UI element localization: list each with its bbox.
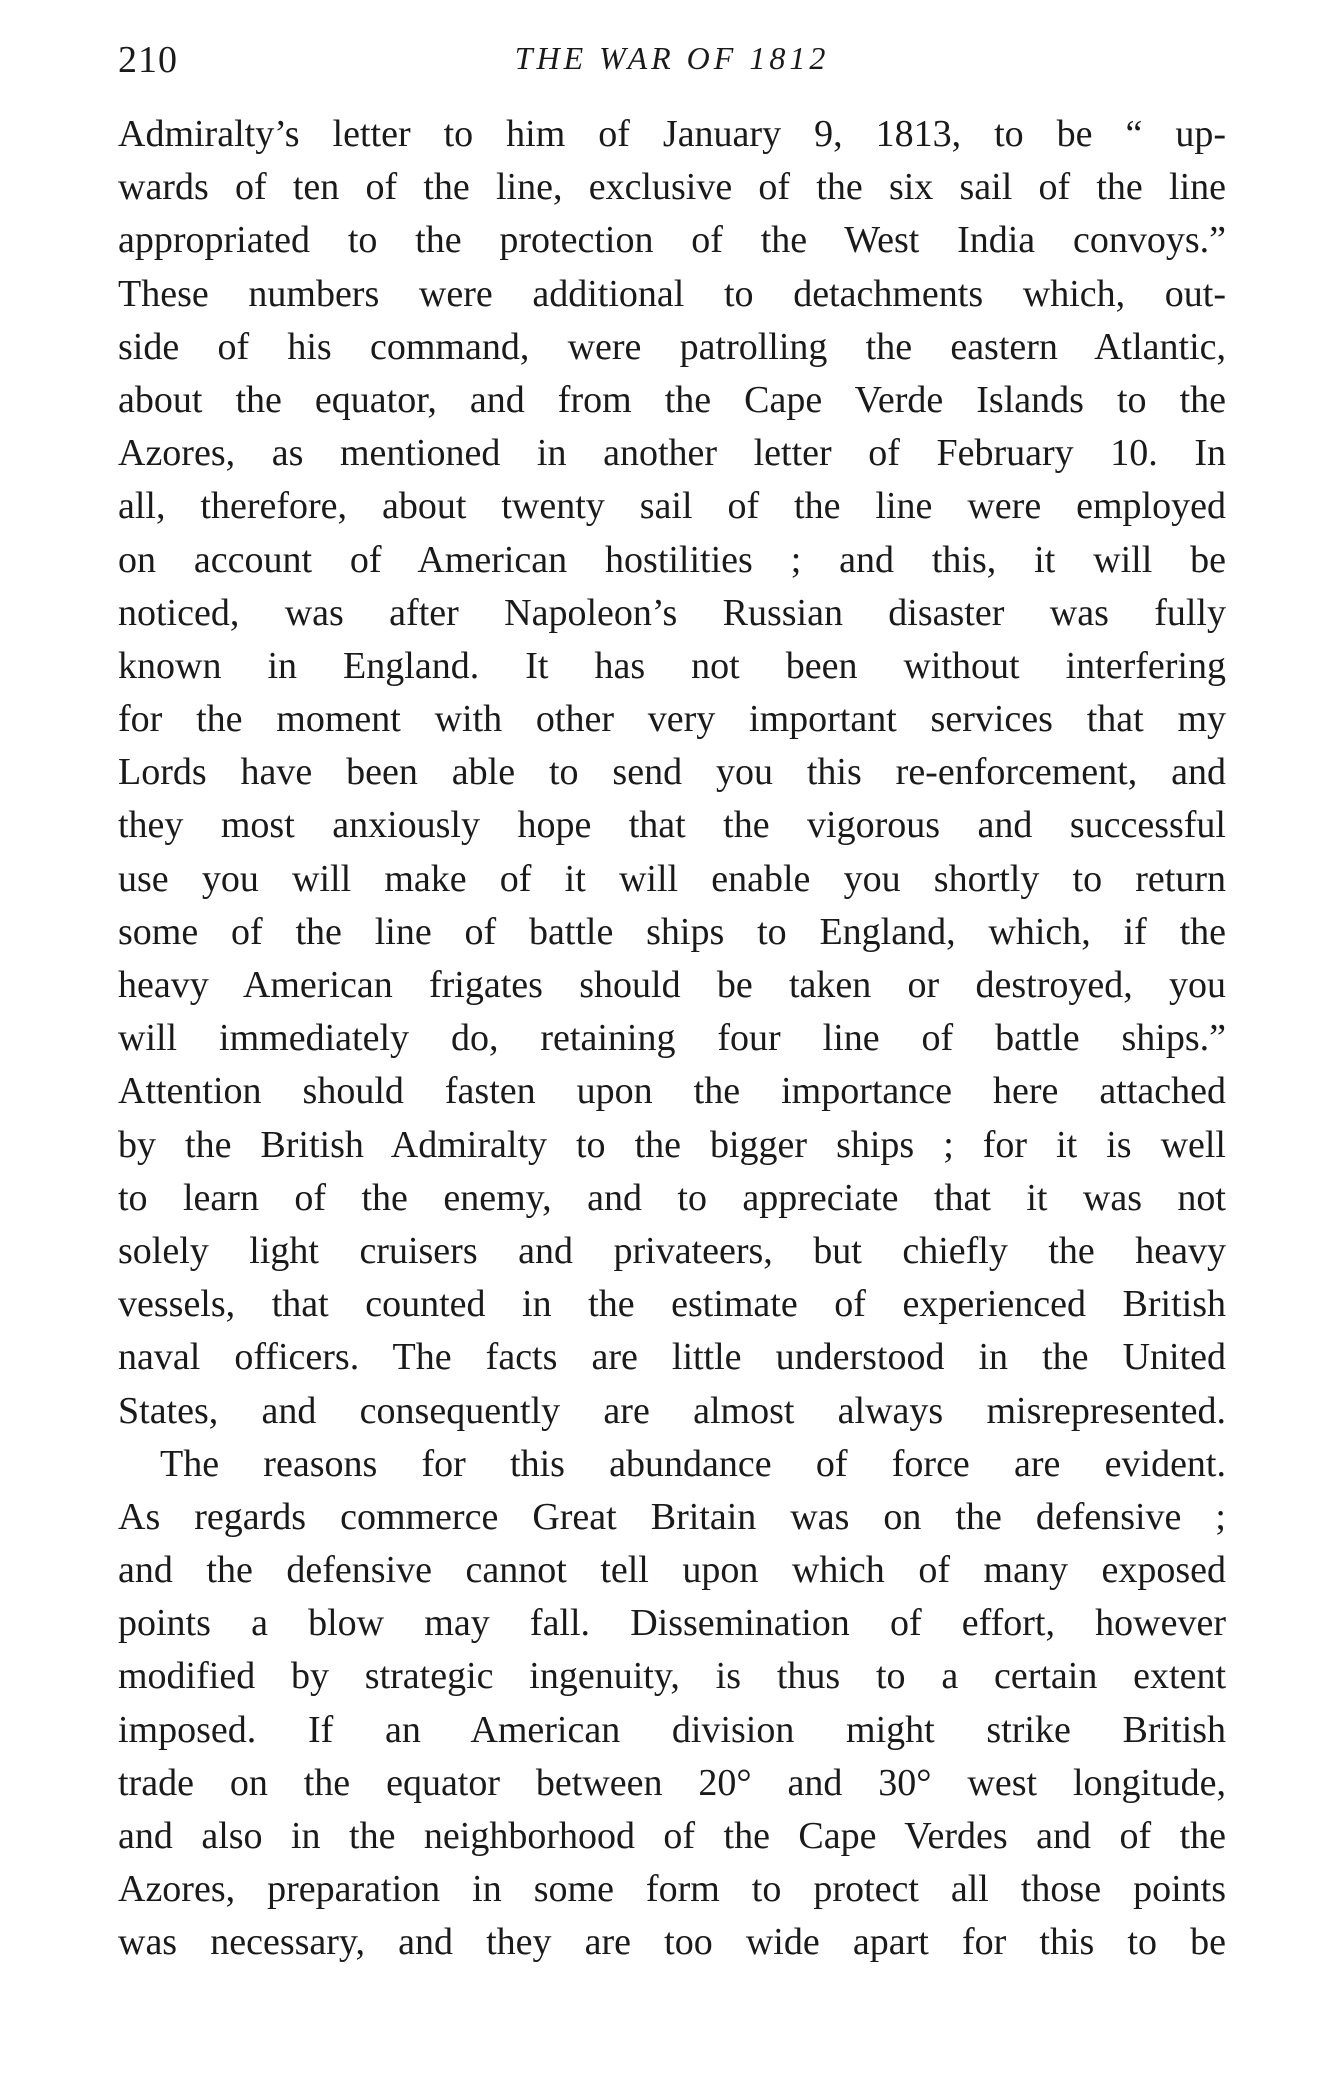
text-line: heavy American frigates should be taken or destroyed, you bbox=[118, 964, 1226, 1006]
text-line: some of the line of battle ships to England, which, if the bbox=[118, 910, 1226, 953]
text-line: vessels, that counted in the estimate of experienced British bbox=[118, 1283, 1226, 1326]
text-line: noticed, was after Napoleon’s Russian disaster was fully bbox=[118, 591, 1226, 634]
text-line: on account of American hostilities ; and this, it will be bbox=[118, 538, 1226, 581]
text-line: to learn of the enemy, and to appreciate that it was not bbox=[118, 1176, 1226, 1219]
text-line: and also in the neighborhood of the Cape Verdes and of the bbox=[118, 1815, 1226, 1857]
text-line: As regards commerce Great Britain was on the defensive ; bbox=[118, 1495, 1226, 1538]
text-line: imposed. If an American division might strike British bbox=[118, 1708, 1226, 1751]
text-line: solely light cruisers and privateers, but chiefly the heavy bbox=[118, 1229, 1226, 1272]
text-line: Admiralty’s letter to him of January 9, 1813, to be “ up- bbox=[118, 113, 1226, 155]
text-line: side of his command, were patrolling the eastern Atlantic, bbox=[118, 325, 1226, 368]
text-line: Attention should fasten upon the importance here attached bbox=[118, 1070, 1226, 1113]
text-line: wards of ten of the line, exclusive of the six sail of the line bbox=[118, 166, 1226, 209]
text-line: Azores, preparation in some form to protect all those points bbox=[118, 1868, 1226, 1911]
text-line: appropriated to the protection of the West India convoys.” bbox=[118, 219, 1226, 262]
text-line: Lords have been able to send you this re-enforcement, and bbox=[118, 751, 1226, 794]
text-line: points a blow may fall. Dissemination of effort, however bbox=[118, 1602, 1226, 1645]
text-line: modified by strategic ingenuity, is thus to a certain extent bbox=[118, 1655, 1226, 1698]
text-line: States, and consequently are almost always misrepresented. bbox=[118, 1389, 1226, 1432]
paragraph-start-line: The reasons for this abundance of force are evident. bbox=[160, 1442, 1226, 1485]
body-text bbox=[118, 108, 1226, 1970]
text-line: was necessary, and they are too wide apart for this to be bbox=[118, 1921, 1226, 1964]
text-line: known in England. It has not been without interfering bbox=[118, 644, 1226, 687]
text-line: These numbers were additional to detachments which, out- bbox=[118, 272, 1226, 315]
text-line: use you will make of it will enable you shortly to return bbox=[118, 857, 1226, 900]
text-line: they most anxiously hope that the vigorous and successful bbox=[118, 804, 1226, 847]
text-line: by the British Admiralty to the bigger ships ; for it is well bbox=[118, 1123, 1226, 1166]
running-title: THE WAR OF 1812 bbox=[514, 40, 830, 76]
text-line: for the moment with other very important services that my bbox=[118, 698, 1226, 741]
text-line: Azores, as mentioned in another letter of February 10. In bbox=[118, 432, 1226, 475]
page-header bbox=[118, 38, 1226, 98]
text-line: and the defensive cannot tell upon which of many exposed bbox=[118, 1549, 1226, 1592]
text-line: will immediately do, retaining four line of battle ships.” bbox=[118, 1017, 1226, 1060]
page-number: 210 bbox=[118, 39, 178, 81]
text-line: naval officers. The facts are little understood in the United bbox=[118, 1336, 1226, 1379]
text-line: all, therefore, about twenty sail of the line were employed bbox=[118, 485, 1226, 528]
text-line: trade on the equator between 20° and 30° west longitude, bbox=[118, 1761, 1226, 1804]
text-line: about the equator, and from the Cape Verde Islands to the bbox=[118, 378, 1226, 421]
